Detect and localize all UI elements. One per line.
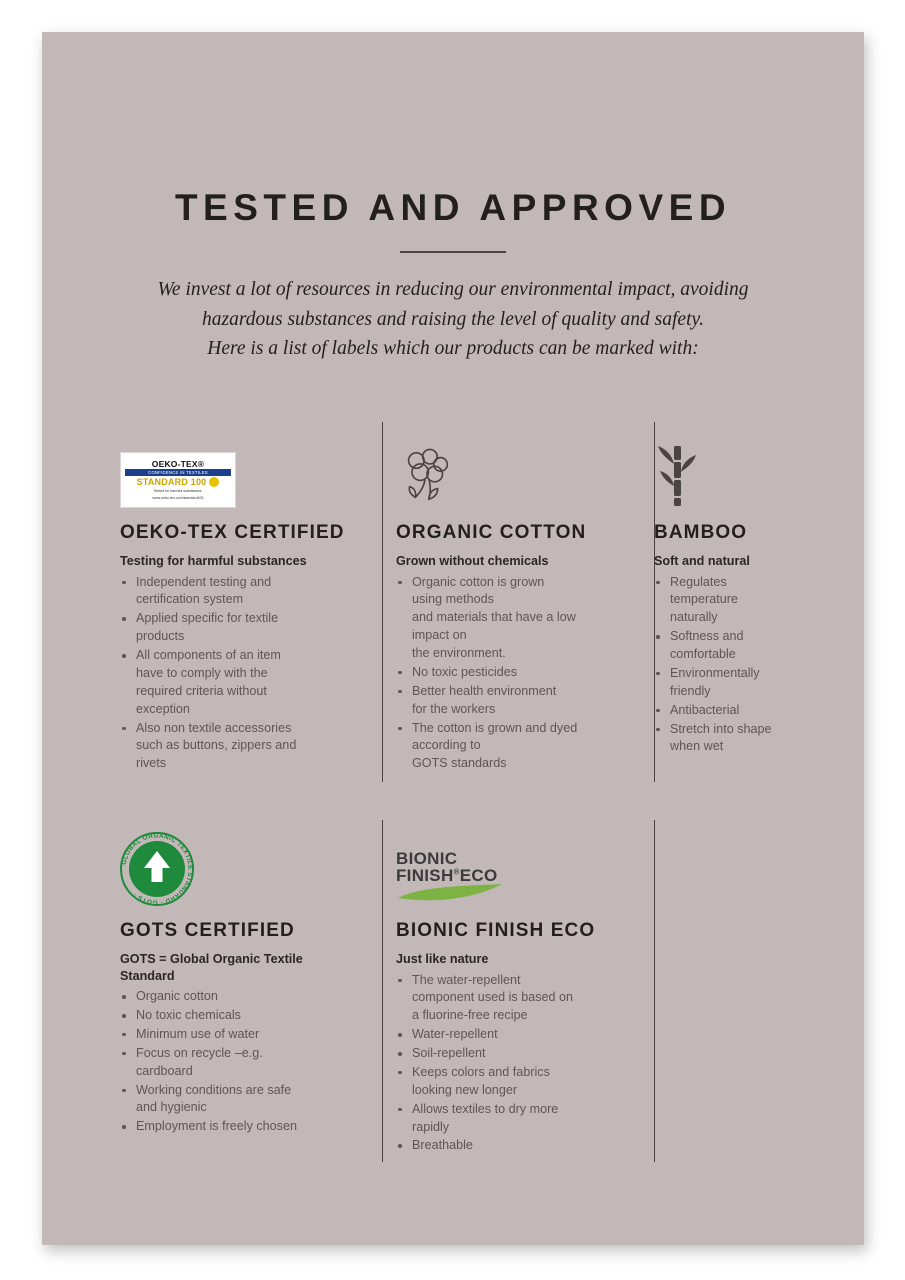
- card-bullets-oeko-tex: [120, 574, 356, 774]
- oeko-tex-logo: [120, 452, 236, 508]
- card-organic-cotton: [382, 422, 640, 802]
- labels-row-2: [120, 820, 810, 1156]
- card-title-bamboo: BAMBOO: [654, 522, 748, 543]
- list-item: Breathable: [396, 1137, 614, 1155]
- list-item: Organic cotton: [120, 988, 356, 1006]
- list-item: Water-repellent: [396, 1026, 614, 1044]
- card-bullets-bamboo: [654, 574, 784, 757]
- gots-logo: [120, 832, 194, 906]
- oeko-tex-logo-line1: OEKO-TEX®: [151, 458, 205, 469]
- list-item: Stretch into shape when wet: [654, 721, 784, 757]
- bamboo-icon: [654, 442, 700, 508]
- list-item: Organic cotton is grown using methods and materials that have a low impact on the environment.: [396, 574, 614, 663]
- list-item: Environmentally friendly: [654, 665, 784, 701]
- labels-grid: [120, 422, 810, 1156]
- card-gots: [120, 820, 382, 1156]
- card-empty-slot: [640, 820, 810, 1156]
- oeko-tex-logo-line4a: Tested for harmful substances.: [153, 489, 203, 494]
- card-subtitle-bamboo: Soft and natural: [654, 554, 750, 568]
- card-subtitle-bionic-finish-eco: Just like nature: [396, 952, 489, 966]
- page-title: TESTED AND APPROVED: [174, 187, 732, 228]
- card-title-organic-cotton: ORGANIC COTTON: [396, 522, 587, 543]
- list-item: Employment is freely chosen: [120, 1118, 356, 1136]
- card-subtitle-organic-cotton: Grown without chemicals: [396, 554, 549, 568]
- labels-row-1: [120, 422, 810, 802]
- svg-text:GLOBAL ORGANIC TEXTILE STANDAR: GLOBAL ORGANIC TEXTILE STANDARD · GOTS ·: [120, 832, 194, 906]
- oeko-tex-logo-line4b: www.oeko-tex.com/standard100: [152, 495, 204, 500]
- bionic-logo-box: [396, 820, 614, 906]
- card-title-bionic-finish-eco: BIONIC FINISH ECO: [396, 920, 596, 941]
- card-subtitle-gots: GOTS = Global Organic Textile Standard: [120, 952, 303, 983]
- list-item: Keeps colors and fabrics looking new longer: [396, 1064, 614, 1100]
- intro-line-2: hazardous substances and raising the level of quality and safety.: [202, 308, 704, 330]
- sun-icon: [209, 477, 219, 487]
- list-item: Minimum use of water: [120, 1026, 356, 1044]
- list-item: Working conditions are safe and hygienic: [120, 1082, 356, 1118]
- bionic-logo-line1: BIONIC: [396, 849, 458, 868]
- list-item: Also non textile accessories such as buttons, zippers and rivets: [120, 720, 356, 774]
- list-item: Better health environment for the workers: [396, 683, 614, 719]
- list-item: Soil-repellent: [396, 1045, 614, 1063]
- title-divider: [400, 251, 506, 253]
- list-item: Independent testing and certification system: [120, 574, 356, 610]
- card-bullets-organic-cotton: [396, 574, 614, 774]
- organic-cotton-logo-box: [396, 422, 614, 508]
- bionic-finish-eco-logo: [396, 850, 508, 906]
- list-item: Antibacterial: [654, 702, 784, 720]
- bionic-logo-line2: [396, 867, 508, 884]
- bamboo-logo-box: [654, 422, 784, 508]
- card-title-oeko-tex: OEKO-TEX CERTIFIED: [120, 522, 345, 543]
- list-item: All components of an item have to comply with the required criteria without exception: [120, 647, 356, 719]
- list-item: Regulates temperature naturally: [654, 574, 784, 628]
- list-item: Softness and comfortable: [654, 628, 784, 664]
- gots-ring-text: [120, 832, 194, 906]
- gots-logo-box: [120, 820, 356, 906]
- leaf-swoosh-icon: [396, 884, 506, 904]
- card-title-gots: GOTS CERTIFIED: [120, 920, 295, 941]
- list-item: No toxic chemicals: [120, 1007, 356, 1025]
- oeko-tex-logo-line3: [137, 477, 220, 487]
- bionic-logo-sup: ®: [453, 867, 460, 877]
- list-item: Applied specific for textile products: [120, 610, 356, 646]
- intro-paragraph: [123, 275, 783, 364]
- list-item: Focus on recycle –e.g. cardboard: [120, 1045, 356, 1081]
- list-item: The water-repellent component used is based on a fluorine-free recipe: [396, 972, 614, 1026]
- card-oeko-tex: [120, 422, 382, 802]
- intro-line-3: Here is a list of labels which our products can be marked with:: [207, 338, 699, 360]
- poster-page: [42, 32, 864, 1245]
- card-bamboo: [640, 422, 810, 802]
- intro-line-1: We invest a lot of resources in reducing our environmental impact, avoiding: [157, 279, 749, 300]
- list-item: The cotton is grown and dyed according to GOTS standards: [396, 720, 614, 774]
- oeko-tex-logo-line2: CONFIDENCE IN TEXTILES: [125, 469, 231, 476]
- card-bullets-gots: [120, 988, 356, 1136]
- card-bullets-bionic-finish-eco: [396, 972, 614, 1156]
- oeko-tex-standard-text: STANDARD 100: [136, 477, 207, 488]
- card-bionic-finish-eco: [382, 820, 640, 1156]
- list-item: No toxic pesticides: [396, 664, 614, 682]
- oeko-tex-logo-box: [120, 422, 356, 508]
- list-item: Allows textiles to dry more rapidly: [396, 1101, 614, 1137]
- card-subtitle-oeko-tex: Testing for harmful substances: [120, 554, 307, 568]
- bionic-logo-eco: ECO: [459, 866, 498, 886]
- bionic-logo-finish: FINISH: [396, 866, 454, 886]
- cotton-plant-icon: [396, 446, 458, 508]
